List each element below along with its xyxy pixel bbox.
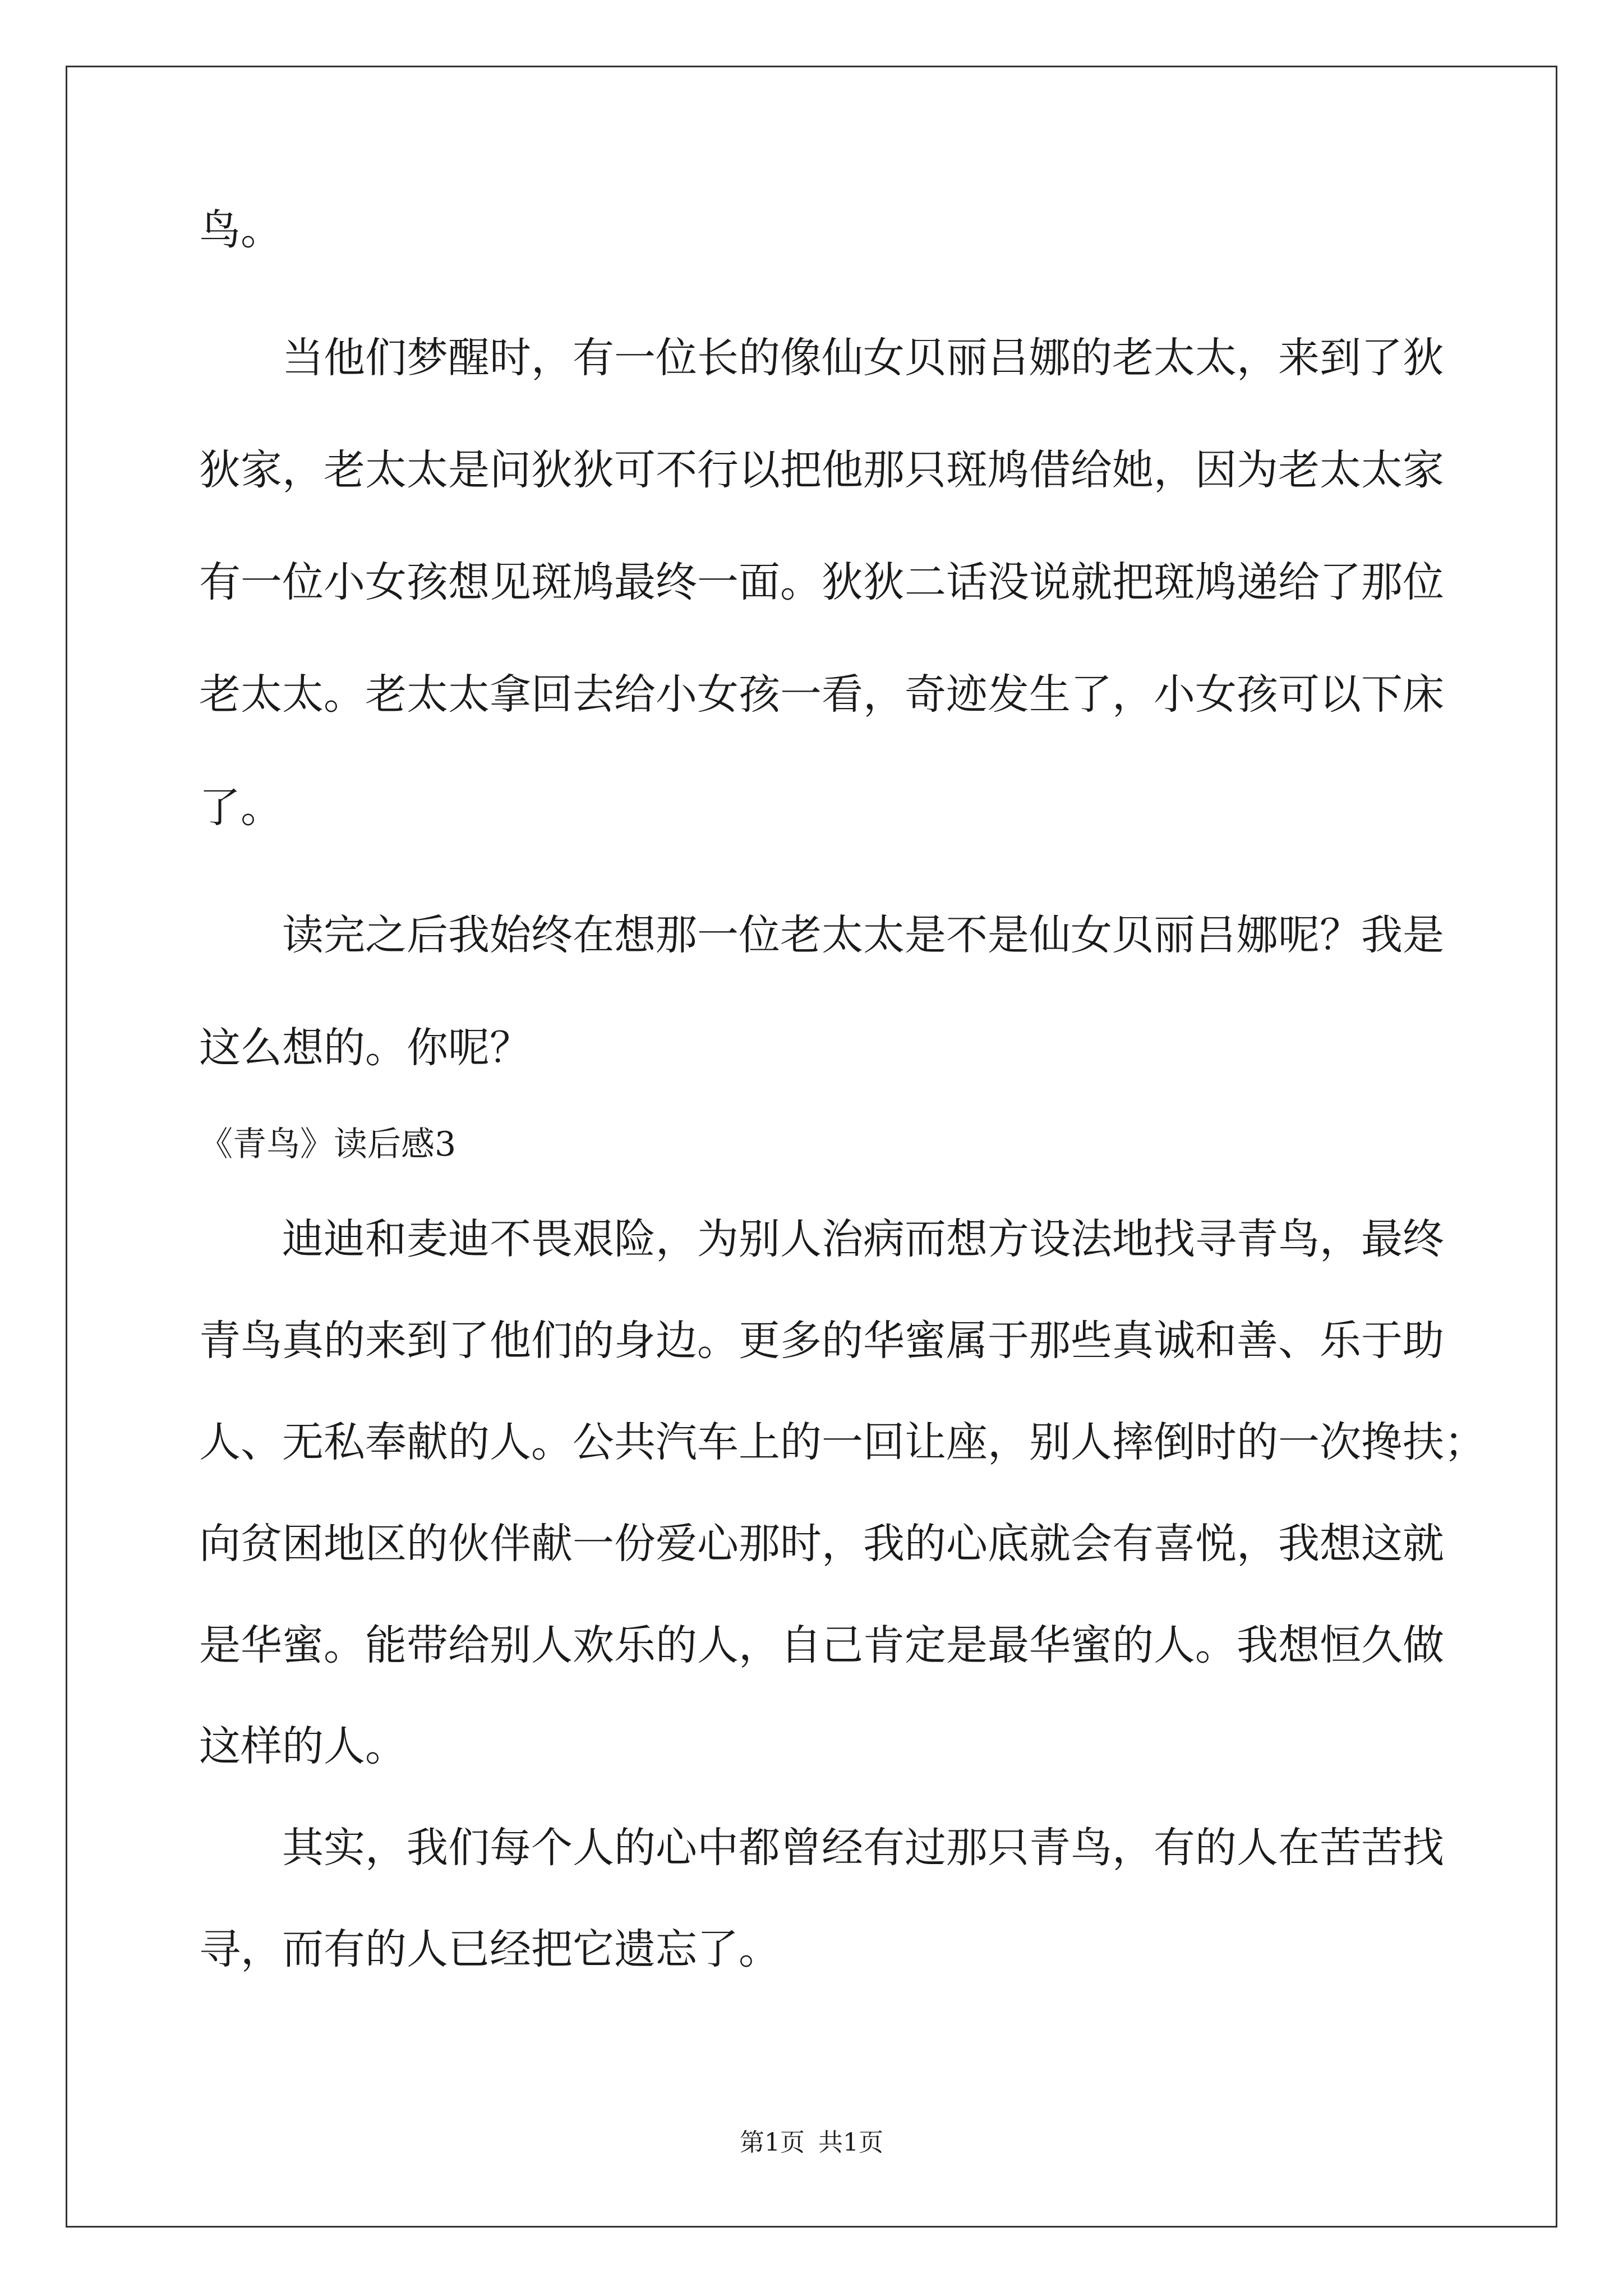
paragraph-line: 有一位小女孩想见斑鸠最终一面。狄狄二话没说就把斑鸠递给了那位 bbox=[199, 558, 1444, 606]
paragraph-line: 这么想的。你呢？ bbox=[199, 1024, 531, 1072]
page-number: 第1页 bbox=[740, 2128, 805, 2157]
paragraph-line: 其实，我们每个人的心中都曾经有过那只青鸟，有的人在苦苦找 bbox=[282, 1824, 1444, 1872]
paragraph-line: 当他们梦醒时，有一位长的像仙女贝丽吕娜的老太太，来到了狄 bbox=[282, 334, 1444, 382]
paragraph-line: 迪迪和麦迪不畏艰险，为别人治病而想方设法地找寻青鸟，最终 bbox=[282, 1215, 1444, 1263]
paragraph-line: 老太太。老太太拿回去给小女孩一看，奇迹发生了，小女孩可以下床 bbox=[199, 670, 1444, 719]
paragraph-line: 读完之后我始终在想那一位老太太是不是仙女贝丽吕娜呢？我是 bbox=[282, 911, 1444, 959]
paragraph-line: 人、无私奉献的人。公共汽车上的一回让座，别人摔倒时的一次搀扶； bbox=[199, 1418, 1486, 1466]
paragraph-line: 这样的人。 bbox=[199, 1722, 407, 1770]
page-total: 共1页 bbox=[818, 2128, 883, 2157]
paragraph-line: 狄家，老太太是问狄狄可不行以把他那只斑鸠借给她，因为老太太家 bbox=[199, 446, 1444, 494]
section-heading: 《青鸟》读后感3 bbox=[199, 1125, 457, 1164]
paragraph-line: 是华蜜。能带给别人欢乐的人，自己肯定是最华蜜的人。我想恒久做 bbox=[199, 1621, 1444, 1669]
paragraph-line: 了。 bbox=[199, 784, 282, 832]
page-footer bbox=[0, 2126, 1623, 2160]
paragraph-line: 寻，而有的人已经把它遗忘了。 bbox=[199, 1925, 780, 1973]
paragraph-line: 青鸟真的来到了他们的身边。更多的华蜜属于那些真诚和善、乐于助 bbox=[199, 1317, 1444, 1365]
paragraph-line: 向贫困地区的伙伴献一份爱心那时，我的心底就会有喜悦，我想这就 bbox=[199, 1520, 1444, 1568]
paragraph-line: 鸟。 bbox=[199, 206, 282, 254]
